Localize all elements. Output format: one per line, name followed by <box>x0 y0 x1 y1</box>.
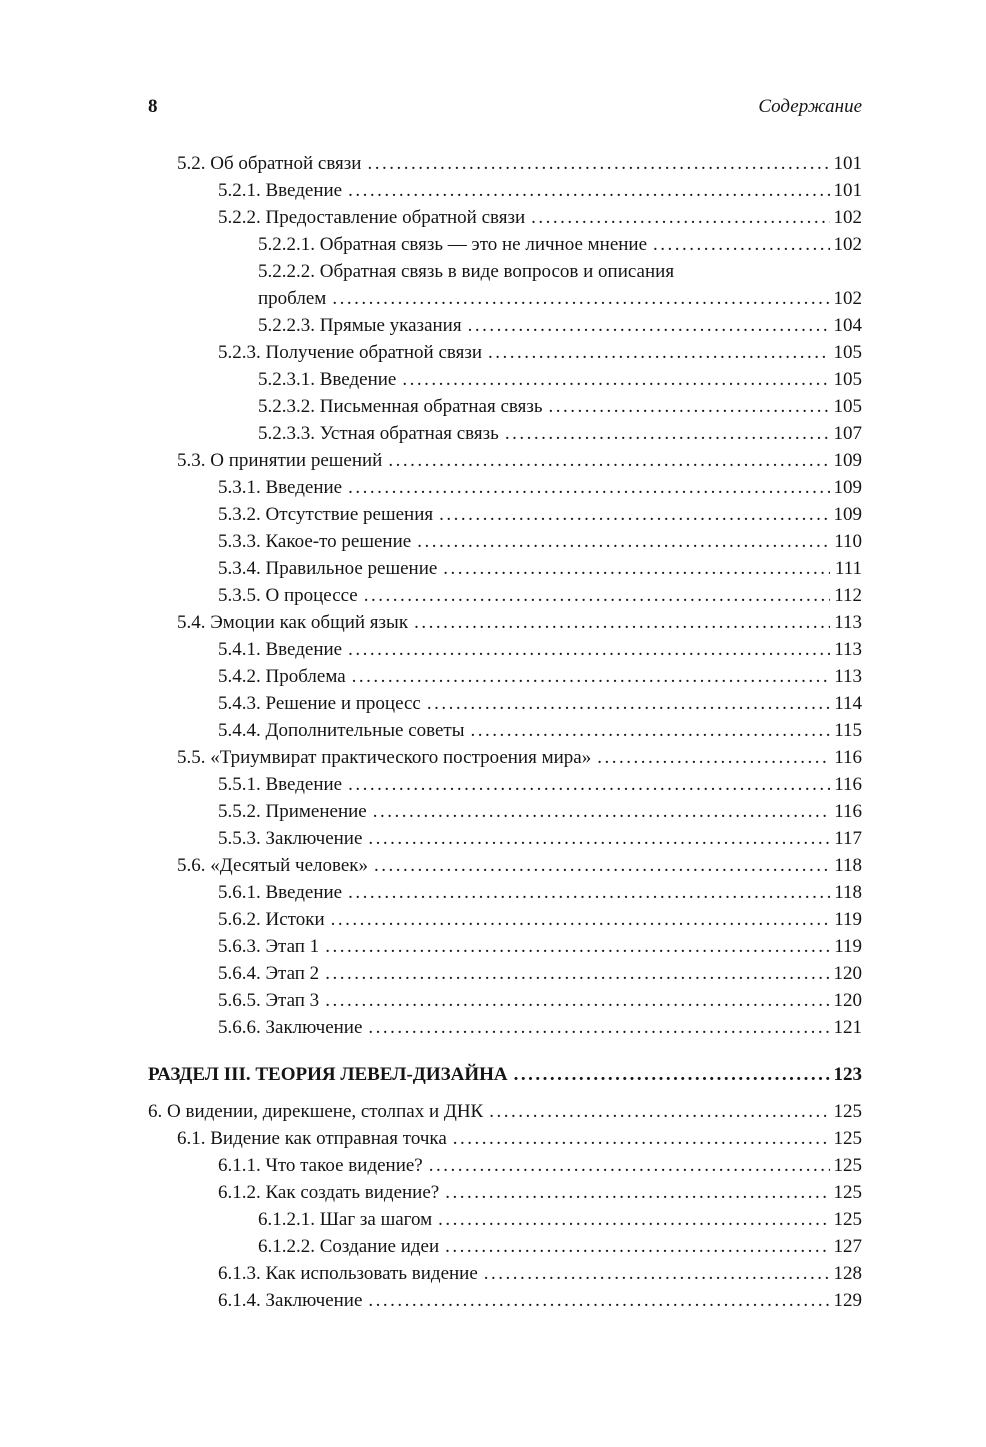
toc-entry <box>148 852 862 879</box>
toc-entry <box>148 717 862 744</box>
toc-entry <box>148 582 862 609</box>
dot-leader <box>367 798 830 825</box>
toc-list <box>148 150 862 1314</box>
toc-entry-title: 5.2. Об обратной связи <box>177 153 362 174</box>
toc-entry-page: 102 <box>833 207 862 228</box>
dot-leader <box>432 1206 830 1233</box>
toc-entry-title: 5.2.2.1. Обратная связь — это не личное мнение <box>258 234 648 255</box>
toc-entry <box>148 960 862 987</box>
toc-entry <box>148 636 862 663</box>
toc-entry-title: 5.6.3. Этап 1 <box>218 936 320 957</box>
toc-entry-page: 109 <box>833 477 862 498</box>
toc-entry <box>148 690 862 717</box>
toc-entry-title: 5.4. Эмоции как общий язык <box>177 612 409 633</box>
toc-entry <box>148 150 862 177</box>
toc-entry-page: 105 <box>833 342 862 363</box>
toc-entry-title: 6.1. Видение как отправная точка <box>177 1128 447 1149</box>
dot-leader <box>319 960 830 987</box>
toc-entry-title: 5.6.1. Введение <box>218 882 343 903</box>
dot-leader <box>591 744 830 771</box>
toc-entry-page: 125 <box>833 1182 862 1203</box>
toc-entry-title: 5.3.3. Какое-то решение <box>218 531 412 552</box>
dot-leader <box>342 636 830 663</box>
toc-entry <box>148 231 862 258</box>
toc-entry <box>148 258 862 312</box>
dot-leader <box>319 987 830 1014</box>
toc-entry <box>148 798 862 825</box>
toc-entry-page: 116 <box>834 747 862 768</box>
dot-leader <box>647 231 830 258</box>
dot-leader <box>421 690 830 717</box>
toc-entry-page: 109 <box>833 504 862 525</box>
dot-leader <box>362 1014 830 1041</box>
toc-entry-page: 117 <box>834 828 862 849</box>
toc-entry <box>148 420 862 447</box>
toc-entry-page: 109 <box>833 450 862 471</box>
toc-entry <box>148 393 862 420</box>
dot-leader <box>346 663 830 690</box>
toc-entry <box>148 906 862 933</box>
toc-entry-page: 125 <box>833 1101 862 1122</box>
toc-entry <box>148 1287 862 1314</box>
toc-entry <box>148 447 862 474</box>
toc-entry <box>148 744 862 771</box>
toc-entry-page: 119 <box>834 936 862 957</box>
toc-entry-title: 5.6.4. Этап 2 <box>218 963 320 984</box>
dot-leader <box>382 447 830 474</box>
toc-entry-title: 5.2.3.2. Письменная обратная связь <box>258 396 543 417</box>
toc-entry-page: 105 <box>833 396 862 417</box>
toc-entry <box>148 474 862 501</box>
toc-entry-page: 113 <box>834 639 862 660</box>
dot-leader <box>508 1061 830 1088</box>
toc-entry-page: 114 <box>834 693 862 714</box>
toc-entry <box>148 339 862 366</box>
toc-entry-page: 125 <box>833 1128 862 1149</box>
dot-leader <box>342 474 830 501</box>
page-header <box>148 96 862 118</box>
toc-entry-title: 6.1.4. Заключение <box>218 1290 363 1311</box>
toc-entry-title: 5.4.1. Введение <box>218 639 343 660</box>
dot-leader <box>368 852 830 879</box>
toc-entry-title: 5.2.2.3. Прямые указания <box>258 315 462 336</box>
dot-leader <box>437 555 830 582</box>
toc-entry-page: 107 <box>833 423 862 444</box>
toc-entry-title: проблем <box>258 288 327 309</box>
dot-leader <box>411 528 830 555</box>
toc-entry-title: 5.2.3.1. Введение <box>258 369 397 390</box>
toc-entry-title: 5.2.3.3. Устная обратная связь <box>258 423 499 444</box>
dot-leader <box>462 312 830 339</box>
toc-entry-title: 5.3.2. Отсутствие решения <box>218 504 434 525</box>
toc-entry <box>148 1179 862 1206</box>
dot-leader <box>478 1260 830 1287</box>
running-title: Содержание <box>758 96 862 117</box>
toc-entry-title: 5.4.4. Дополнительные советы <box>218 720 465 741</box>
dot-leader <box>465 717 831 744</box>
toc-entry-page: 121 <box>833 1017 862 1038</box>
toc-entry-page: 113 <box>834 612 862 633</box>
toc-entry-title: 5.6.2. Истоки <box>218 909 325 930</box>
toc-entry <box>148 1260 862 1287</box>
toc-entry <box>148 528 862 555</box>
toc-entry <box>148 366 862 393</box>
toc-entry-page: 128 <box>833 1263 862 1284</box>
dot-leader <box>482 339 830 366</box>
toc-entry-page: 105 <box>833 369 862 390</box>
toc-entry-title: 6.1.2. Как создать видение? <box>218 1182 440 1203</box>
toc-entry-title: 5.2.1. Введение <box>218 180 343 201</box>
dot-leader <box>361 150 830 177</box>
toc-entry <box>148 1152 862 1179</box>
toc-entry-title: 5.4.2. Проблема <box>218 666 346 687</box>
toc-entry-page: 112 <box>834 585 862 606</box>
dot-leader <box>408 609 830 636</box>
toc-entry-title: 5.2.3. Получение обратной связи <box>218 342 483 363</box>
toc-entry-title: 5.5.2. Применение <box>218 801 367 822</box>
toc-entry-title: 5.5.1. Введение <box>218 774 343 795</box>
toc-entry <box>148 1098 862 1125</box>
toc-entry-page: 115 <box>834 720 862 741</box>
toc-entry-title: 5.3.1. Введение <box>218 477 343 498</box>
toc-entry-title: 5.6.6. Заключение <box>218 1017 363 1038</box>
toc-entry-page: 119 <box>834 909 862 930</box>
dot-leader <box>358 582 830 609</box>
toc-entry-page: 104 <box>833 315 862 336</box>
dot-leader <box>362 1287 830 1314</box>
toc-entry-page: 101 <box>833 153 862 174</box>
dot-leader <box>396 366 830 393</box>
dot-leader <box>362 825 830 852</box>
dot-leader <box>543 393 830 420</box>
toc-entry-page: 113 <box>834 666 862 687</box>
toc-entry <box>148 933 862 960</box>
toc-entry-title: 6. О видении, дирекшене, столпах и ДНК <box>148 1101 484 1122</box>
toc-entry <box>148 879 862 906</box>
toc-entry-title: 6.1.1. Что такое видение? <box>218 1155 423 1176</box>
dot-leader <box>423 1152 830 1179</box>
dot-leader <box>342 177 830 204</box>
dot-leader <box>342 879 830 906</box>
toc-entry-page: 120 <box>833 963 862 984</box>
dot-leader <box>326 285 830 312</box>
toc-entry <box>148 609 862 636</box>
toc-entry <box>148 1061 862 1088</box>
toc-entry-title: 5.6. «Десятый человек» <box>177 855 369 876</box>
toc-entry-title: 5.3. О принятии решений <box>177 450 383 471</box>
toc-entry-title: 5.6.5. Этап 3 <box>218 990 320 1011</box>
toc-entry-page: 118 <box>834 882 862 903</box>
toc-entry-title: 5.3.5. О процессе <box>218 585 358 606</box>
dot-leader <box>483 1098 830 1125</box>
dot-leader <box>439 1233 830 1260</box>
toc-entry <box>148 1014 862 1041</box>
toc-entry-page: 123 <box>833 1064 862 1085</box>
toc-entry <box>148 1233 862 1260</box>
toc-entry <box>148 555 862 582</box>
toc-entry-page: 120 <box>833 990 862 1011</box>
toc-entry-page: 129 <box>833 1290 862 1311</box>
dot-leader <box>439 1179 830 1206</box>
toc-entry-title: 5.5. «Триумвират практического построения мира» <box>177 747 592 768</box>
toc-entry-page: 116 <box>834 801 862 822</box>
toc-entry-page: 127 <box>833 1236 862 1257</box>
dot-leader <box>342 771 830 798</box>
toc-entry-title: 5.2.2. Предоставление обратной связи <box>218 207 526 228</box>
toc-entry-page: 111 <box>834 558 862 579</box>
toc-entry-title: 5.2.2.2. Обратная связь в виде вопросов и описания <box>258 261 675 282</box>
toc-entry <box>148 1125 862 1152</box>
toc-entry <box>148 204 862 231</box>
toc-entry <box>148 771 862 798</box>
toc-entry-title: РАЗДЕЛ III. ТЕОРИЯ ЛЕВЕЛ-ДИЗАЙНА <box>148 1064 508 1085</box>
toc-entry <box>148 501 862 528</box>
page-number: 8 <box>148 96 158 117</box>
toc-entry <box>148 177 862 204</box>
toc-entry <box>148 987 862 1014</box>
dot-leader <box>319 933 830 960</box>
toc-entry-title: 5.4.3. Решение и процесс <box>218 693 421 714</box>
toc-entry-page: 110 <box>834 531 862 552</box>
toc-entry-title: 6.1.2.2. Создание идеи <box>258 1236 440 1257</box>
toc-entry-title: 6.1.2.1. Шаг за шагом <box>258 1209 433 1230</box>
dot-leader <box>325 906 830 933</box>
toc-entry-title: 5.5.3. Заключение <box>218 828 363 849</box>
toc-entry <box>148 1206 862 1233</box>
toc-entry-page: 125 <box>833 1209 862 1230</box>
toc-entry <box>148 312 862 339</box>
toc-entry <box>148 825 862 852</box>
toc-entry-page: 118 <box>834 855 862 876</box>
toc-entry-title: 6.1.3. Как использовать видение <box>218 1263 478 1284</box>
toc-entry-page: 125 <box>833 1155 862 1176</box>
toc-entry-page: 116 <box>834 774 862 795</box>
dot-leader <box>433 501 830 528</box>
dot-leader <box>499 420 830 447</box>
toc-entry-page: 102 <box>833 288 862 309</box>
toc-entry-title: 5.3.4. Правильное решение <box>218 558 438 579</box>
toc-entry-page: 101 <box>833 180 862 201</box>
toc-entry-page: 102 <box>833 234 862 255</box>
dot-leader <box>447 1125 830 1152</box>
toc-entry <box>148 663 862 690</box>
dot-leader <box>525 204 830 231</box>
